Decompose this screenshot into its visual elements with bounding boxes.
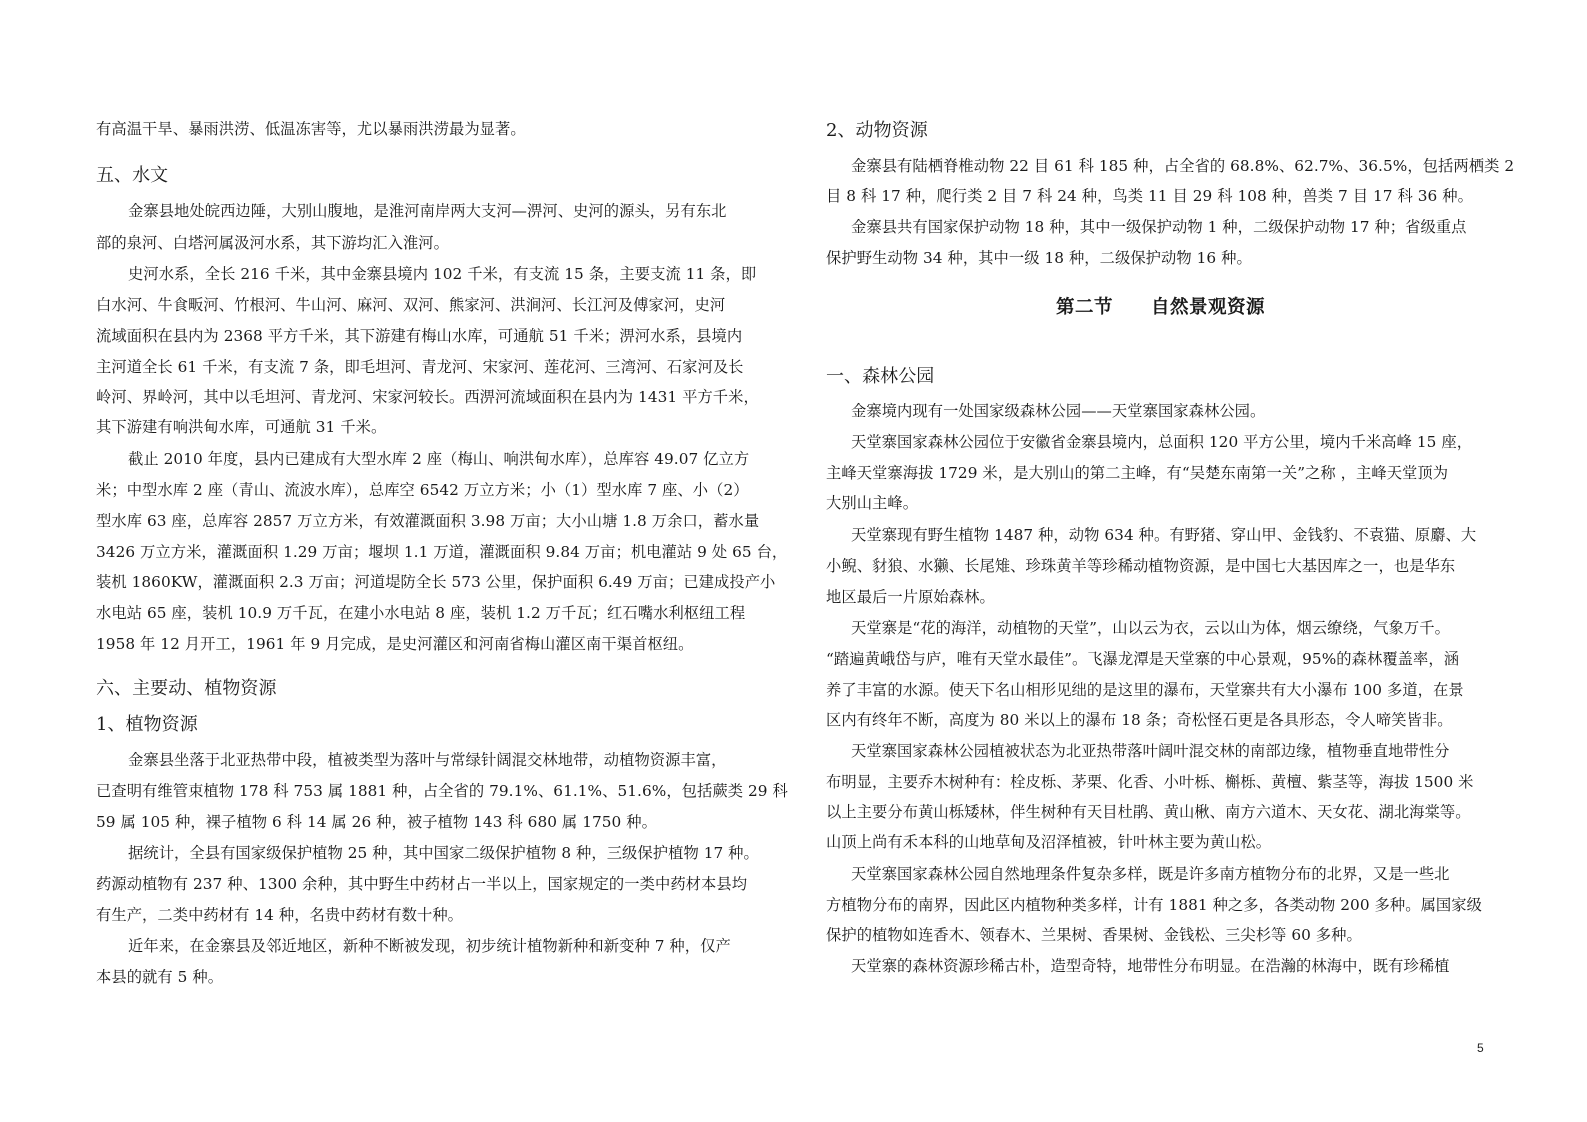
body-line: 装机 1860KW，灌溉面积 2.3 万亩；河道堤防全长 573 公里，保护面积 6.49 万亩；已建成投产小 (96, 573, 776, 591)
body-line: 保护野生动物 34 种，其中一级 18 种，二级保护动物 16 种。 (826, 249, 1252, 267)
body-line: 布明显，主要乔木树种有：栓皮栎、茅栗、化香、小叶栎、槲栎、黄檀、紫茎等，海拔 1500 米 (826, 773, 1474, 791)
heading-animal-resources: 2、动物资源 (826, 120, 928, 141)
body-line: 有生产，二类中药材有 14 种，名贵中药材有数十种。 (96, 906, 464, 924)
section-number: 第二节 (1056, 297, 1114, 318)
body-line: 部的泉河、白塔河属汲河水系，其下游均汇入淮河。 (96, 234, 449, 252)
body-line: 主峰天堂寨海拔 1729 米，是大别山的第二主峰，有“吴楚东南第一关”之称 ，主峰天堂顶为 (826, 464, 1449, 482)
body-line: 天堂寨国家森林公园植被状态为北亚热带落叶阔叶混交林的南部边缘，植物垂直地带性分 (851, 742, 1450, 760)
body-line: 方植物分布的南界，因此区内植物种类多样，计有 1881 种之多，各类动物 200 多种。属国家级 (826, 896, 1482, 914)
body-line: 白水河、牛食畈河、竹根河、牛山河、麻河、双河、熊家河、洪涧河、长江河及傅家河，史河 (96, 296, 726, 314)
body-line: 59 属 105 种，裸子植物 6 科 14 属 26 种，被子植物 143 科 680 属 1750 种。 (96, 813, 657, 831)
body-line: 金寨县有陆栖脊椎动物 22 目 61 科 185 种，占全省的 68.8%、62.7%、36.5%，包括两栖类 2 (851, 157, 1515, 175)
body-line: 金寨县共有国家保护动物 18 种，其中一级保护动物 1 种，二级保护动物 17 种；省级重点 (851, 218, 1467, 236)
body-line: 天堂寨现有野生植物 1487 种，动物 634 种。有野猪、穿山甲、金钱豹、不袁猫、原麝、大 (851, 526, 1477, 544)
body-line: 保护的植物如连香木、领春木、兰果树、香果树、金钱松、三尖杉等 60 多种。 (826, 926, 1362, 944)
body-line: 已查明有维管束植物 178 科 753 属 1881 种，占全省的 79.1%、61.1%、51.6%，包括蕨类 29 科 (96, 782, 788, 800)
heading-plant-resources: 1、植物资源 (96, 714, 198, 735)
body-line: 有高温干旱、暴雨洪涝、低温冻害等，尤以暴雨洪涝最为显著。 (96, 120, 526, 138)
body-line: 流域面积在县内为 2368 平方千米，其下游建有梅山水库，可通航 51 千米；淠河水系，县境内 (96, 327, 743, 345)
body-line: 米；中型水库 2 座（青山、流波水库），总库空 6542 万立方米；小（1）型水库 7 座、小（2） (96, 481, 749, 499)
body-line: 天堂寨国家森林公园自然地理条件复杂多样，既是许多南方植物分布的北界，又是一些北 (851, 865, 1450, 883)
body-line: 区内有终年不断，高度为 80 米以上的瀑布 18 条；奇松怪石更是各具形态，令人啼笑皆非。 (826, 711, 1453, 729)
body-line: 3426 万立方米，灌溉面积 1.29 万亩；堰坝 1.1 万道，灌溉面积 9.84 万亩；机电灌站 9 处 65 台， (96, 543, 788, 561)
body-line: 天堂寨是“花的海洋，动植物的天堂”，山以云为衣，云以山为体，烟云缭绕，气象万千。 (851, 619, 1450, 637)
body-line: 金寨境内现有一处国家级森林公园——天堂寨国家森林公园。 (851, 402, 1266, 420)
body-line: 养了丰富的水源。使天下名山相形见绌的是这里的瀑布，天堂寨共有大小瀑布 100 多道，在景 (826, 681, 1464, 699)
body-line: 金寨县坐落于北亚热带中段，植被类型为落叶与常绿针阔混交林地带，动植物资源丰富， (128, 751, 727, 769)
body-line: 主河道全长 61 千米，有支流 7 条，即毛坦河、青龙河、宋家河、莲花河、三湾河、石家河及长 (96, 358, 744, 376)
body-line: 岭河、界岭河，其中以毛坦河、青龙河、宋家河较长。西淠河流域面积在县内为 1431 平方千米， (96, 388, 759, 406)
body-line: 据统计，全县有国家级保护植物 25 种，其中国家二级保护植物 8 种，三级保护植物 17 种。 (128, 844, 759, 862)
heading-hydrology: 五、水文 (96, 165, 169, 186)
page-number: 5 (1477, 1041, 1484, 1055)
body-line: 1958 年 12 月开工，1961 年 9 月完成，是史河灌区和河南省梅山灌区南干渠首枢纽。 (96, 635, 694, 653)
body-line: 山顶上尚有禾本科的山地草甸及沼泽植被，针叶林主要为黄山松。 (826, 833, 1272, 851)
body-line: “踏遍黄峨岱与庐，唯有天堂水最佳”。飞瀑龙潭是天堂寨的中心景观，95%的森林覆盖率，涵 (826, 650, 1460, 668)
body-line: 本县的就有 5 种。 (96, 968, 224, 986)
body-line: 天堂寨的森林资源珍稀古朴，造型奇特，地带性分布明显。在浩瀚的林海中，既有珍稀植 (851, 957, 1450, 975)
body-line: 以上主要分布黄山栎矮林，伴生树种有天目杜鹃、黄山楸、南方六道木、天女花、湖北海棠等。 (826, 803, 1471, 821)
body-line: 史河水系，全长 216 千米，其中金寨县境内 102 千米，有支流 15 条，主要支流 11 条，即 (128, 265, 757, 283)
body-line: 目 8 科 17 种，爬行类 2 目 7 科 24 种，鸟类 11 目 29 科 108 种，兽类 7 目 17 科 36 种。 (826, 187, 1473, 205)
heading-forest-park: 一、森林公园 (826, 366, 935, 387)
body-line: 大别山主峰。 (826, 494, 919, 512)
body-line: 型水库 63 座，总库容 2857 万立方米，有效灌溉面积 3.98 万亩；大小山塘 1.8 万余口，蓄水量 (96, 512, 760, 530)
body-line: 天堂寨国家森林公园位于安徽省金寨县境内，总面积 120 平方公里，境内千米高峰 15 座， (851, 433, 1473, 451)
body-line: 小鲵、豺狼、水獭、长尾雉、珍珠黄羊等珍稀动植物资源，是中国七大基因库之一，也是华东 (826, 557, 1456, 575)
body-line: 其下游建有响洪甸水库，可通航 31 千米。 (96, 418, 387, 436)
section-name: 自然景观资源 (1151, 297, 1266, 318)
section-title (1056, 295, 1265, 321)
heading-flora-fauna: 六、主要动、植物资源 (96, 678, 277, 699)
body-line: 水电站 65 座，装机 10.9 万千瓦，在建小水电站 8 座，装机 1.2 万千瓦；红石嘴水利枢纽工程 (96, 604, 746, 622)
body-line: 地区最后一片原始森林。 (826, 588, 995, 606)
body-line: 近年来，在金寨县及邻近地区，新种不断被发现，初步统计植物新种和新变种 7 种，仅产 (128, 937, 731, 955)
body-line: 截止 2010 年度，县内已建成有大型水库 2 座（梅山、响洪甸水库），总库容 49.07 亿立方 (128, 450, 750, 468)
body-line: 药源动植物有 237 种、1300 余种，其中野生中药材占一半以上，国家规定的一类中药材本县均 (96, 875, 748, 893)
body-line: 金寨县地处皖西边陲，大别山腹地，是淮河南岸两大支河—淠河、史河的源头，另有东北 (128, 202, 727, 220)
